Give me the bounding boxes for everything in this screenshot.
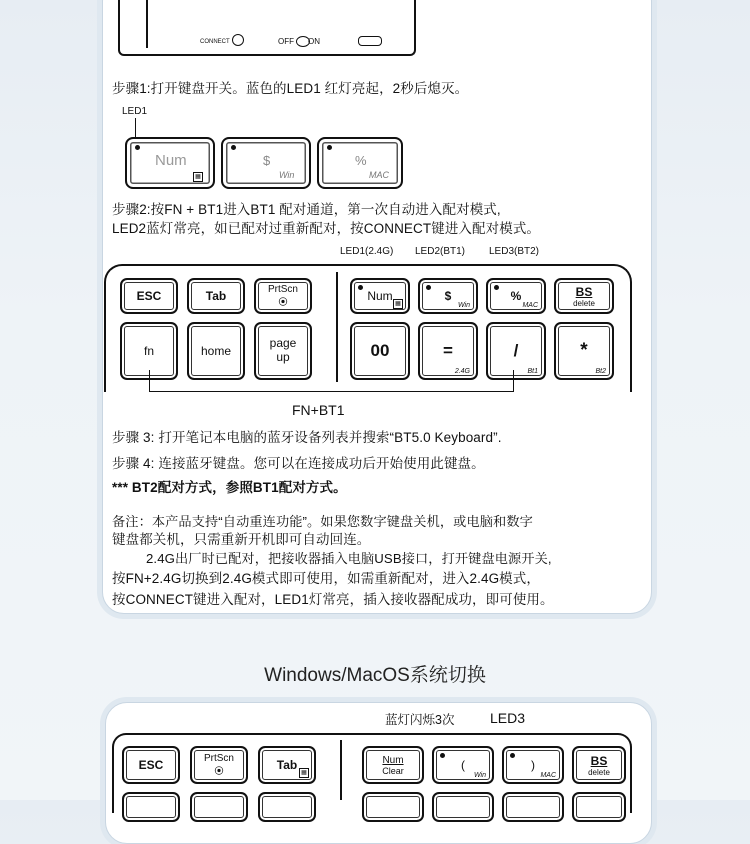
connect-button-icon xyxy=(232,34,244,46)
bottom-key-paren-close-mac: ) MAC xyxy=(502,746,564,784)
fn-bt1-connector xyxy=(149,370,514,392)
bottom-key-paren-open-win: ( Win xyxy=(432,746,494,784)
top-key-dollar-label: $ xyxy=(263,153,271,168)
fn-bt1-label: FN+BT1 xyxy=(292,402,345,418)
led1-label: LED1 xyxy=(122,106,148,117)
bottom-key-num-clear: Num Clear xyxy=(362,746,424,784)
top-key-num xyxy=(125,137,215,189)
bottom-key-esc: ESC xyxy=(122,746,180,784)
bottom-key-partial-4 xyxy=(362,792,424,822)
led3-label: LED3 xyxy=(490,710,526,726)
top-key-dollar xyxy=(221,137,311,189)
key-tab: Tab xyxy=(187,278,245,314)
bottom-key-backspace: BS delete xyxy=(572,746,626,784)
key-fn: fn xyxy=(120,322,178,380)
led2-bt1-label: LED2(BT1) xyxy=(415,246,466,257)
key-asterisk-bt2: * Bt2 xyxy=(554,322,614,380)
bottom-key-partial-2 xyxy=(190,792,248,822)
key-num: Num ▦ xyxy=(350,278,410,314)
bottom-key-partial-7 xyxy=(572,792,626,822)
note-line2: 键盘都关机，只需重新开机即可自动回连。 xyxy=(112,532,371,547)
top-key-percent-sub: MAC xyxy=(369,170,389,180)
step2-line2: LED2蓝灯常亮，如已配对过重新配对，按CONNECT键进入配对模式。 xyxy=(112,221,541,236)
calculator-icon: ▦ xyxy=(193,172,203,182)
note-line1: 备注：本产品支持“自动重连功能”。如果您数字键盘关机，或电脑和数字 xyxy=(112,514,533,529)
key-prtscn: PrtScn ⦿ xyxy=(254,278,312,314)
bt2-pairing-text: *** BT2配对方式，参照BT1配对方式。 xyxy=(112,480,347,495)
bottom-screenshot-icon: ⦿ xyxy=(214,766,224,776)
step2-line1: 步骤2:按FN + BT1进入BT1 配对通道，第一次自动进入配对模式, xyxy=(112,202,501,217)
key-page-up: page up xyxy=(254,322,312,380)
top-key-percent-label: % xyxy=(355,153,367,168)
bottom-key-prtscn: PrtScn ⦿ xyxy=(190,746,248,784)
note-line5: 按CONNECT键进入配对，LED1灯常亮，插入接收器配成功，即可使用。 xyxy=(112,592,554,607)
key-num-calculator-icon: ▦ xyxy=(393,299,403,309)
key-dollar-win: $ Win xyxy=(418,278,478,314)
on-label: ON xyxy=(308,37,320,46)
section-title: Windows/MacOS系统切换 xyxy=(264,665,486,686)
usb-port-icon xyxy=(358,36,382,46)
bottom-key-partial-1 xyxy=(122,792,180,822)
key-double-zero: 00 xyxy=(350,322,410,380)
note-line3: 2.4G出厂时已配对，把接收器插入电脑USB接口，打开键盘电源开关, xyxy=(146,551,552,566)
key-slash-bt1: / Bt1 xyxy=(486,322,546,380)
led3-bt2-label: LED3(BT2) xyxy=(489,246,540,257)
bottom-tab-calculator-icon: ▦ xyxy=(299,768,309,778)
bottom-key-tab: Tab ▦ xyxy=(258,746,316,784)
step1-text: 步骤1:打开键盘开关。蓝色的LED1 红灯亮起，2秒后熄灭。 xyxy=(112,81,469,96)
blink-three-times-label: 蓝灯闪烁3次 xyxy=(385,713,455,727)
led1-24g-label: LED1(2.4G) xyxy=(340,246,394,257)
step3-text: 步骤 3: 打开笔记本电脑的蓝牙设备列表并搜索“BT5.0 Keyboard”. xyxy=(112,430,502,445)
device-top-illustration xyxy=(118,0,416,56)
bottom-key-partial-3 xyxy=(258,792,316,822)
connect-label: CONNECT xyxy=(200,39,230,45)
key-percent-mac: % MAC xyxy=(486,278,546,314)
bottom-key-partial-5 xyxy=(432,792,494,822)
note-line4: 按FN+2.4G切换到2.4G模式即可使用，如需重新配对，进入2.4G模式， xyxy=(112,571,540,586)
key-backspace: BS delete xyxy=(554,278,614,314)
key-equals-24g: = 2.4G xyxy=(418,322,478,380)
step4-text: 步骤 4: 连接蓝牙键盘。您可以在连接成功后开始使用此键盘。 xyxy=(112,456,485,471)
off-label: OFF xyxy=(278,37,294,46)
key-home: home xyxy=(187,322,245,380)
bottom-keyboard-divider xyxy=(340,740,342,800)
top-key-percent xyxy=(317,137,403,189)
bottom-key-partial-6 xyxy=(502,792,564,822)
screenshot-icon: ⦿ xyxy=(278,297,288,307)
key-esc: ESC xyxy=(120,278,178,314)
top-key-dollar-sub: Win xyxy=(279,170,295,180)
top-key-num-label: Num xyxy=(155,152,187,169)
device-side-panel xyxy=(124,0,148,48)
keyboard-section-divider xyxy=(336,272,338,382)
